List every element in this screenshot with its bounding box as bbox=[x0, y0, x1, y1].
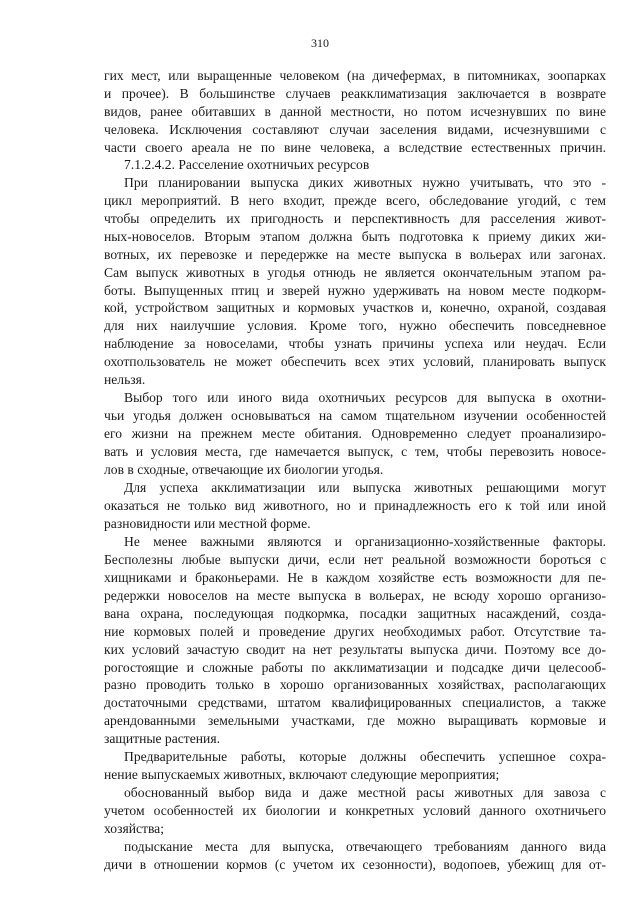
text-line: нельзя. bbox=[104, 372, 146, 387]
text-line: для них наилучшие условия. Кроме того, нужно обеспечить повседневное bbox=[104, 318, 606, 333]
text-line: оказаться не только вид животного, но и принадлежность его к той или иной bbox=[104, 498, 606, 513]
text-line: Выбор того или иного вида охотничьих ресурсов для выпуска в охотни- bbox=[124, 390, 606, 405]
text-line: достаточными средствами, штатом квалифицированных специалистов, а также bbox=[104, 695, 606, 710]
text-line: нение выпускаемых животных, включают следующие мероприятия; bbox=[104, 767, 500, 782]
text-line: При планировании выпуска диких животных нужно учитывать, что это - bbox=[124, 175, 606, 190]
text-line: кой, устройством защитных и кормовых участков и, конечно, охраной, создавая bbox=[104, 300, 606, 315]
text-line: хищниками и браконьерами. Не в каждом хозяйстве есть возможности для пе- bbox=[104, 570, 606, 585]
text-line: чтобы определить их пригодность и перспективность для расселения живот- bbox=[104, 211, 606, 226]
text-line: 7.1.2.4.2. Расселение охотничьих ресурсов bbox=[124, 157, 370, 172]
text-line: его жизни на прежнем месте обитания. Одновременно следует проанализиро- bbox=[104, 426, 606, 441]
text-line: боты. Выпущенных птиц и зверей нужно удерживать на новом месте подкорм- bbox=[104, 283, 606, 298]
text-line: и прочее). В большинстве случаев реакклиматизация заключается в возврате bbox=[104, 86, 606, 101]
text-line: вана охрана, последующая подкормка, посадки защитных насаждений, созда- bbox=[104, 606, 606, 621]
text-line: Сам выпуск животных в угодья отнюдь не является окончательным этапом ра- bbox=[104, 265, 606, 280]
text-line: рогостоящие и сложные работы по акклиматизации и подсадке дичи целесооб- bbox=[104, 660, 606, 675]
text-line: защитные растения. bbox=[104, 731, 220, 746]
text-line: обоснованный выбор вида и даже местной расы животных для завоза с bbox=[124, 785, 606, 800]
text-line: лов в сходные, отвечающие их биологии угодья. bbox=[104, 462, 384, 477]
text-line: Для успеха акклиматизации или выпуска животных решающими могут bbox=[124, 480, 606, 495]
text-line: Предварительные работы, которые должны обеспечить успешное сохра- bbox=[124, 749, 606, 764]
text-line: редержки новоселов на месте выпуска в вольерах, не всюду хорошо организо- bbox=[104, 588, 606, 603]
text-line: части своего ареала не по вине человека, а вследствие естественных причин. bbox=[104, 140, 606, 155]
text-line: чьи угодья должен основываться на самом тщательном изучении особенностей bbox=[104, 408, 606, 423]
text-line: арендованными земельными участками, где можно выращивать кормовые и bbox=[104, 713, 606, 728]
text-line: наблюдение за новоселами, чтобы узнать причины успеха или неудач. Если bbox=[104, 336, 606, 351]
text-line: ных-новоселов. Вторым этапом должна быть подготовка к приему диких жи- bbox=[104, 229, 606, 244]
text-line: дичи в отношении кормов (с учетом их сезонности), водопоев, убежищ для от- bbox=[104, 857, 606, 872]
text-line: разно проводить только в хорошо организованных хозяйствах, располагающих bbox=[104, 677, 606, 692]
text-line: разновидности или местной форме. bbox=[104, 516, 311, 531]
text-line: вотных, их перевозке и передержке на месте выпуска в вольерах или загонах. bbox=[104, 247, 606, 262]
text-line: Не менее важными являются и организационно-хозяйственные факторы. bbox=[124, 534, 606, 549]
text-line: ких условий зачастую сводит на нет результаты выпуска дичи. Поэтому все до- bbox=[104, 642, 606, 657]
text-line: цикл мероприятий. В него входит, прежде всего, обследование угодий, с тем bbox=[104, 193, 606, 208]
text-line: хозяйства; bbox=[104, 821, 164, 836]
text-line: гих мест, или выращенные человеком (на дичефермах, в питомниках, зоопарках bbox=[104, 68, 606, 83]
text-line: охотпользователь не может обеспечить всех этих условий, планировать выпуск bbox=[104, 354, 606, 369]
text-line: видов, ранее обитавших в данной местности, но потом исчезнувших по вине bbox=[104, 104, 606, 119]
text-line: ние кормовых полей и проведение других необходимых работ. Отсутствие та- bbox=[104, 624, 606, 639]
text-line: человека. Исключения составляют случаи заселения видами, исчезнувшими с bbox=[104, 122, 606, 137]
text-line: Бесполезны любые выпуски дичи, если нет реальной возможности бороться с bbox=[104, 552, 606, 567]
text-line: подыскание места для выпуска, отвечающего требованиям данного вида bbox=[124, 839, 606, 854]
text-line: учетом особенностей их биологии и конкретных условий данного охотничьего bbox=[104, 803, 606, 818]
page-number: 310 bbox=[311, 36, 329, 50]
text-line: вать и условия места, где намечается выпуск, с тем, чтобы перевозить новосе- bbox=[104, 444, 606, 459]
